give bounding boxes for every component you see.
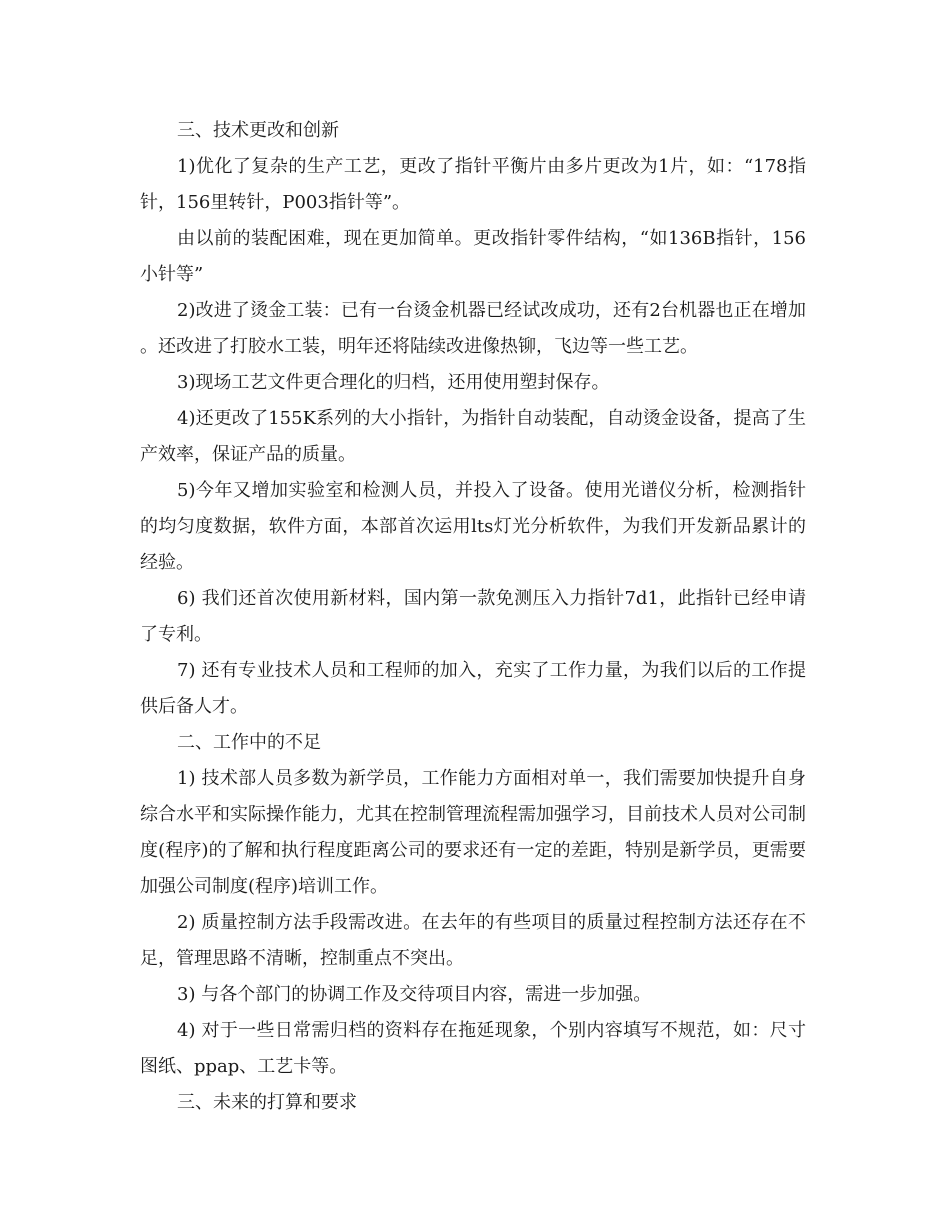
section-heading-tech-changes: 三、技术更改和创新: [177, 120, 339, 141]
section-heading-future-plans: 三、未来的打算和要求: [177, 1092, 357, 1113]
section-heading-shortcomings: 二、工作中的不足: [177, 732, 321, 753]
paragraph-item-6: 6) 我们还首次使用新材料，国内第一款免测压入力指针7d1，此指针已经申请了专利。: [140, 588, 806, 645]
shortcoming-item-2: 2) 质量控制方法手段需改进。在去年的有些项目的质量过程控制方法还存在不足，管理思路不清晰，控制重点不突出。: [140, 912, 806, 969]
shortcoming-item-1: 1) 技术部人员多数为新学员，工作能力方面相对单一，我们需要加快提升自身综合水平和实际操作能力，尤其在控制管理流程需加强学习，目前技术人员对公司制度(程序)的了解和执行程度距离公司的要求还有一定的差距，特别是新学员，更需要加强公司制度(程序)培训工作。: [140, 768, 806, 897]
shortcoming-item-4: 4) 对于一些日常需归档的资料存在拖延现象，个别内容填写不规范，如：尺寸图纸、ppap、工艺卡等。: [140, 1020, 806, 1077]
shortcoming-item-3: 3) 与各个部门的协调工作及交待项目内容，需进一步加强。: [177, 984, 652, 1005]
paragraph-item-2: 2)改进了烫金工装：已有一台烫金机器已经试改成功，还有2台机器也正在增加。还改进了打胶水工装，明年还将陆续改进像热铆，飞边等一些工艺。: [140, 300, 806, 357]
paragraph-item-1: 1)优化了复杂的生产工艺，更改了指针平衡片由多片更改为1片，如：“178指针，156里转针，P003指针等”。: [140, 156, 806, 213]
paragraph-item-7: 7) 还有专业技术人员和工程师的加入，充实了工作力量，为我们以后的工作提供后备人才。: [140, 660, 806, 717]
paragraph-item-1-continued: 由以前的装配困难，现在更加简单。更改指针零件结构，“如136B指针，156小针等”: [140, 228, 806, 285]
document-body: [140, 113, 806, 1121]
paragraph-item-5: 5)今年又增加实验室和检测人员，并投入了设备。使用光谱仪分析，检测指针的均匀度数据，软件方面，本部首次运用lts灯光分析软件，为我们开发新品累计的经验。: [140, 480, 806, 573]
paragraph-item-4: 4)还更改了155K系列的大小指针，为指针自动装配，自动烫金设备，提高了生产效率，保证产品的质量。: [140, 408, 806, 465]
paragraph-item-3: 3)现场工艺文件更合理化的归档，还用使用塑封保存。: [177, 372, 610, 393]
